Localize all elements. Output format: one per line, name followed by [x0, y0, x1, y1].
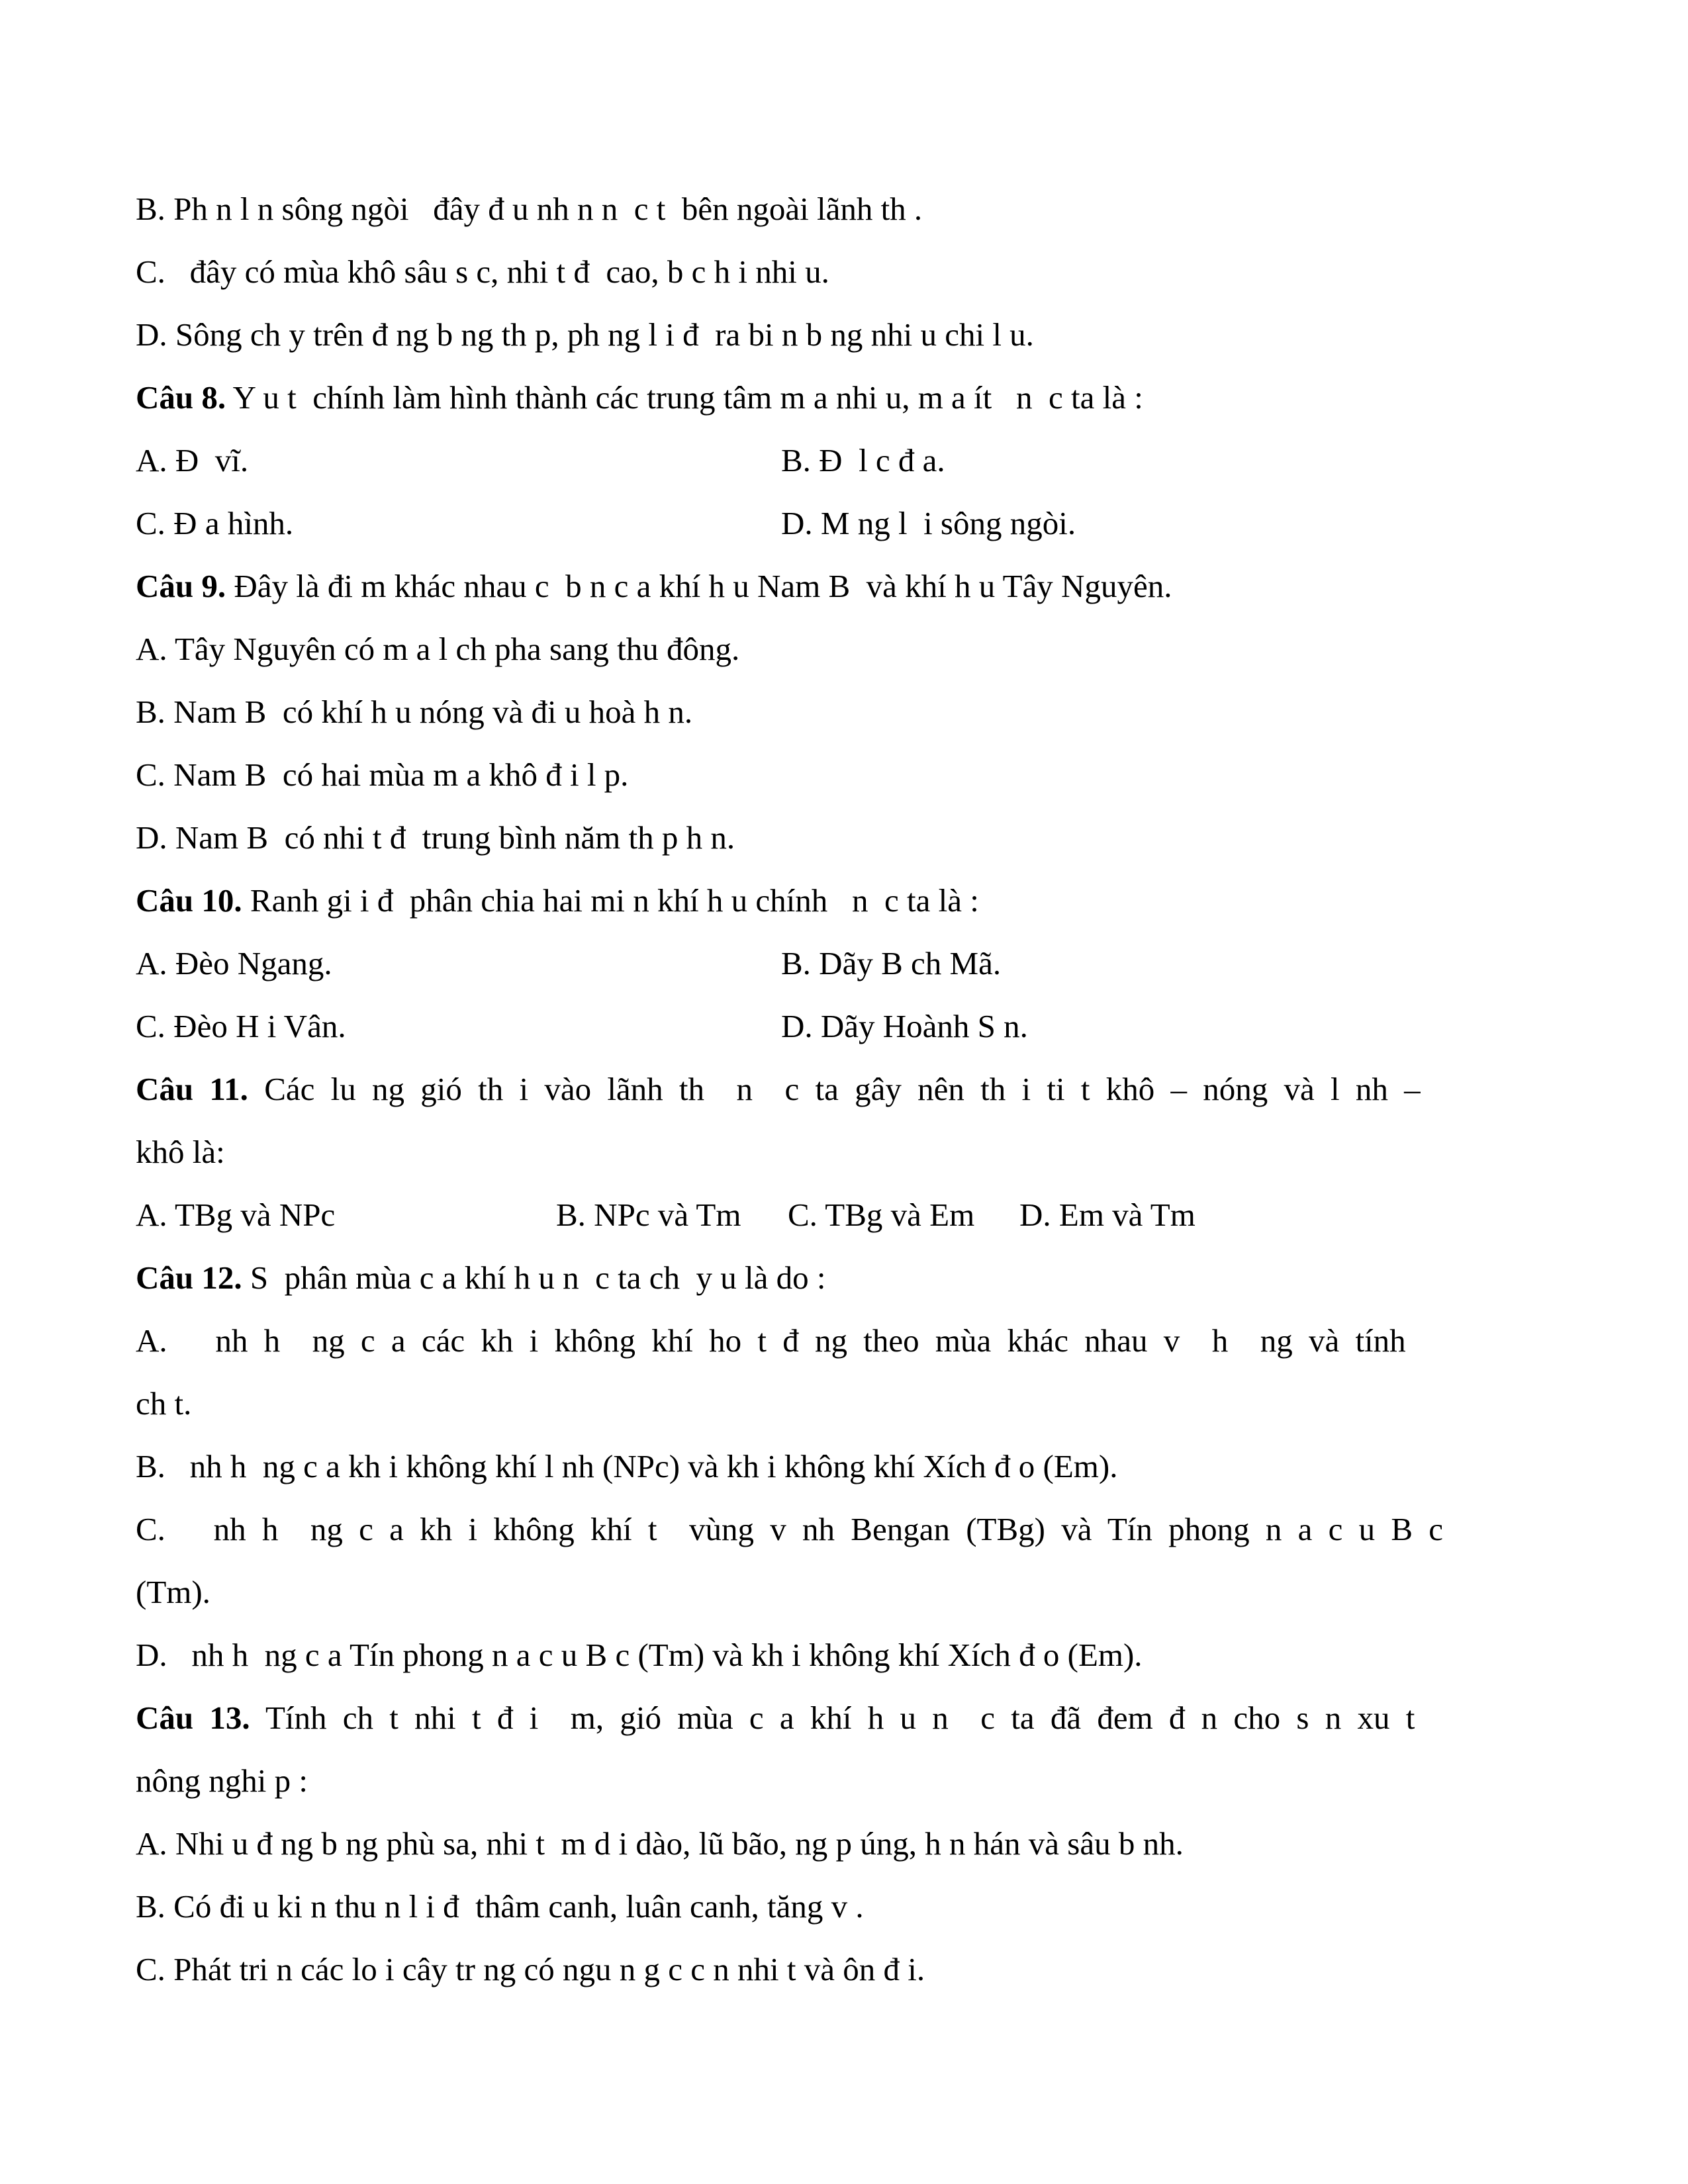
answer-option-line: B. Có đi u ki n thu n l i đ thâm canh, luân canh, tăng v .: [136, 1888, 864, 1925]
question-text: Ranh gi i đ phân chia hai mi n khí h u chính n c ta là :: [242, 882, 979, 919]
question-number-label: Câu 8.: [136, 379, 226, 416]
answer-option: A. Đ vĩ.: [136, 442, 249, 478]
answer-option-line: D. Sông ch y trên đ ng b ng th p, ph ng l i đ ra bi n b ng nhi u chi l u.: [136, 316, 1034, 353]
question-continuation-line: khô là:: [136, 1134, 225, 1170]
question-number-label: Câu 12.: [136, 1259, 242, 1296]
question-line-cau-10: [136, 869, 1552, 932]
answer-option: C. TBg và Em: [788, 1197, 975, 1233]
answer-option: A. TBg và NPc: [136, 1197, 336, 1233]
question-text: Đây là đi m khác nhau c b n c a khí h u Nam B và khí h u Tây Nguyên.: [226, 568, 1172, 604]
answer-option-line: B. nh h ng c a kh i không khí l nh (NPc) và kh i không khí Xích đ o (Em).: [136, 1448, 1118, 1484]
answer-option-line: C. nh h ng c a kh i không khí t vùng v nh Bengan (TBg) và Tín phong n a c u B c: [136, 1511, 1444, 1547]
answer-options-row: [136, 429, 1552, 492]
question-line-cau-8: [136, 366, 1552, 429]
question-text: Y u t chính làm hình thành các trung tâm m a nhi u, m a ít n c ta là :: [226, 379, 1143, 416]
question-line-cau-9: [136, 555, 1552, 617]
question-line-cau-12: [136, 1246, 1552, 1309]
answer-option: B. Dãy B ch Mã.: [781, 945, 1002, 981]
quiz-text-block: [136, 177, 1552, 2001]
answer-option-line: B. Nam B có khí h u nóng và đi u hoà h n.: [136, 694, 693, 730]
question-number-label: Câu 10.: [136, 882, 242, 919]
answer-option-line: D. Nam B có nhi t đ trung bình năm th p h n.: [136, 819, 735, 856]
answer-option-line: A. Tây Nguyên có m a l ch pha sang thu đông.: [136, 631, 740, 667]
question-number-label: Câu 9.: [136, 568, 226, 604]
answer-option: C. Đ a hình.: [136, 505, 294, 541]
question-number-label: Câu 11.: [136, 1071, 248, 1107]
answer-option-line: B. Ph n l n sông ngòi đây đ u nh n n c t bên ngoài lãnh th .: [136, 191, 923, 227]
question-text: Các lu ng gió th i vào lãnh th n c ta gây nên th i ti t khô – nóng và l nh –: [248, 1071, 1421, 1107]
question-text: S phân mùa c a khí h u n c ta ch y u là do :: [242, 1259, 826, 1296]
answer-options-row: [136, 1183, 1552, 1246]
answer-option-line: C. Phát tri n các lo i cây tr ng có ngu n g c c n nhi t và ôn đ i.: [136, 1951, 925, 1987]
answer-option-line: C. Nam B có hai mùa m a khô đ i l p.: [136, 756, 629, 793]
question-continuation-line: nông nghi p :: [136, 1762, 308, 1799]
answer-option-continuation-line: (Tm).: [136, 1574, 211, 1610]
answer-option-line: D. nh h ng c a Tín phong n a c u B c (Tm) và kh i không khí Xích đ o (Em).: [136, 1637, 1143, 1673]
answer-option: C. Đèo H i Vân.: [136, 1008, 346, 1044]
answer-options-row: [136, 492, 1552, 555]
question-line-cau-11: [136, 1058, 1552, 1120]
answer-option-line: C. đây có mùa khô sâu s c, nhi t đ cao, b c h i nhi u.: [136, 253, 829, 290]
answer-option-line: A. nh h ng c a các kh i không khí ho t đ ng theo mùa khác nhau v h ng và tính: [136, 1322, 1406, 1359]
answer-option: D. M ng l i sông ngòi.: [781, 505, 1076, 541]
answer-option: B. NPc và Tm: [556, 1197, 741, 1233]
answer-option-line: A. Nhi u đ ng b ng phù sa, nhi t m d i dào, lũ bão, ng p úng, h n hán và sâu b nh.: [136, 1825, 1184, 1862]
answer-option: D. Dãy Hoành S n.: [781, 1008, 1028, 1044]
answer-option: A. Đèo Ngang.: [136, 945, 332, 981]
question-line-cau-13: [136, 1686, 1552, 1749]
question-number-label: Câu 13.: [136, 1700, 250, 1736]
answer-options-row: [136, 995, 1552, 1058]
answer-option: D. Em và Tm: [1019, 1197, 1196, 1233]
answer-option: B. Đ l c đ a.: [781, 442, 945, 478]
answer-option-continuation-line: ch t.: [136, 1385, 192, 1422]
answer-options-row: [136, 932, 1552, 995]
question-text: Tính ch t nhi t đ i m, gió mùa c a khí h u n c ta đã đem đ n cho s n xu t: [250, 1700, 1415, 1736]
